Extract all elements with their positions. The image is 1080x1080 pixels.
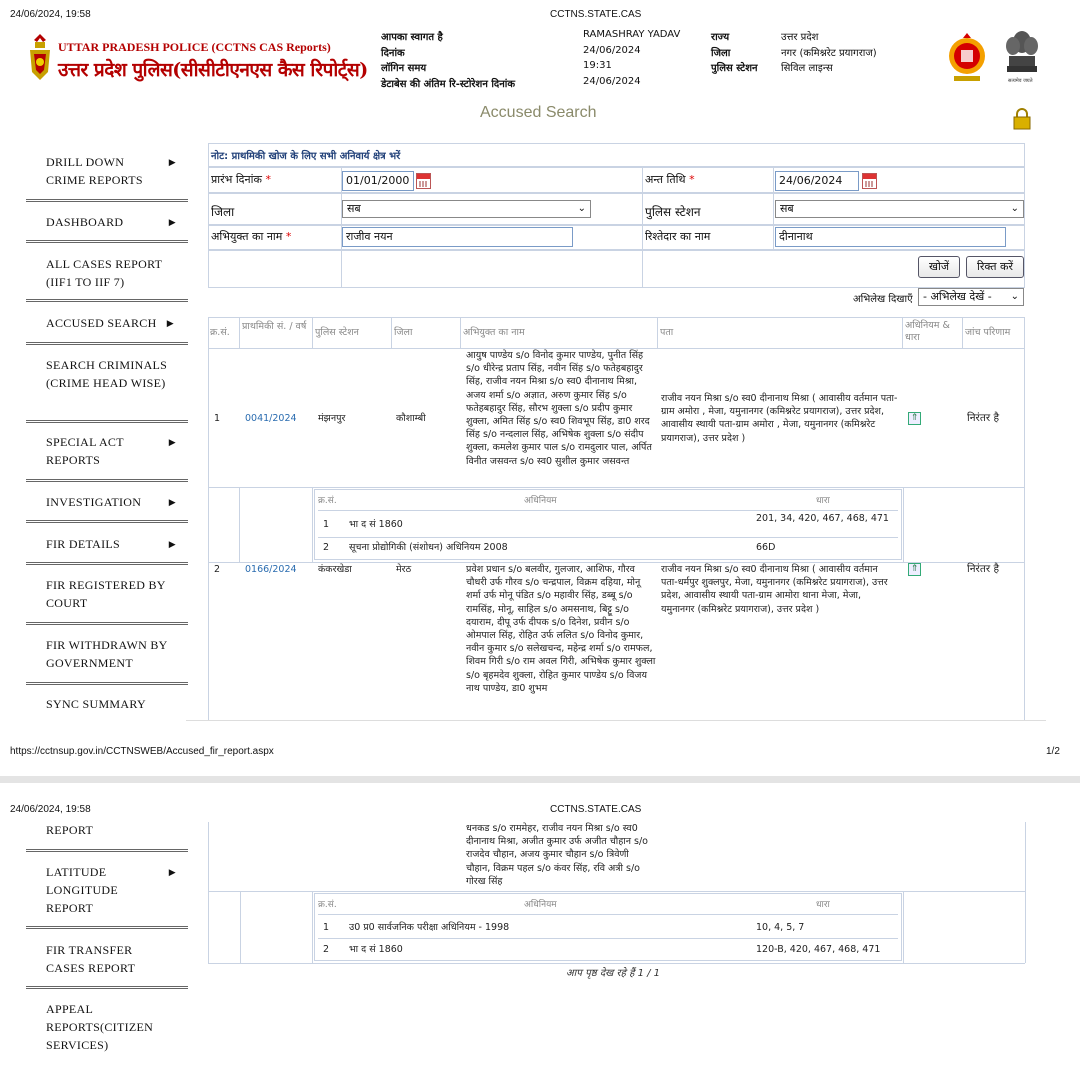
sidebar-item-label: FIR WITHDRAWN BY GOVERNMENT [46,638,168,670]
district-label: जिला [711,48,731,59]
page-break [0,776,1080,783]
sidebar-divider [26,420,188,423]
district-select[interactable]: सब ⌄ [342,200,591,218]
accused-name-label: अभियुक्त का नाम * [211,230,292,243]
welcome-value: RAMASHRAY YADAV [583,29,681,40]
col-header-fir: प्राथमिकी सं. / वर्ष [242,321,307,332]
sidebar-item-label: DRILL DOWN CRIME REPORTS [46,155,143,187]
print-datetime: 24/06/2024, 19:58 [10,9,91,20]
sidebar-item-appeal[interactable] [46,1000,166,1054]
sidebar-item-label: FIR TRANSFER CASES REPORT [46,943,136,975]
sidebar-item-search-criminals[interactable] [46,356,176,392]
col-header-address: पता [660,327,674,338]
sidebar-item-accused-search[interactable] [46,314,186,332]
clear-button[interactable]: रिक्त करें [966,256,1024,278]
row1-station: मंझनपुर [318,413,346,424]
page-title: Accused Search [480,104,597,121]
footer-url: https://cctnsup.gov.in/CCTNSWEB/Accused_fir_report.aspx [10,746,274,757]
row2-fir-link[interactable]: 0166/2024 [245,564,297,575]
sidebar-divider [26,299,188,302]
sidebar-item-special-act[interactable] [46,433,186,469]
sidebar-item-label: SPECIAL ACT REPORTS [46,435,124,467]
sidebar-item-report[interactable] [46,821,186,839]
table-rule [318,537,898,538]
sidebar-item-label: ACCUSED SEARCH [46,316,157,330]
row2-sno: 2 [214,564,221,575]
print-datetime: 24/06/2024, 19:58 [10,804,91,815]
chevron-right-icon: ▶ [168,539,176,549]
sub-header-section: धारा [816,496,830,506]
sidebar-item-fir-transfer[interactable] [46,941,156,977]
expand-acts-icon[interactable]: ⇑ [908,412,921,425]
footer-page: 1/2 [1046,746,1060,757]
welcome-label: आपका स्वागत है [381,32,443,43]
table-rule [460,317,461,348]
chevron-down-icon: ⌄ [577,203,586,214]
chevron-right-icon: ▶ [166,318,174,328]
table-rule [239,317,240,348]
row2-district: मेरठ [396,564,412,575]
district-filter-label: जिला [211,205,235,219]
sidebar-item-label: REPORT [46,823,94,837]
db-restore-label: डेटाबेस की अंतिम रि-स्टोरेशन दिनांक [381,79,516,90]
sidebar-divider [26,926,188,929]
row1-fir-link[interactable]: 0041/2024 [245,413,297,424]
act-name: भा द सं 1860 [349,519,403,530]
logo-english: UTTAR PRADESH POLICE (CCTNS CAS Reports) [58,40,331,54]
sub-header-act: अधिनियम [524,496,557,506]
sidebar-item-fir-withdrawn[interactable] [46,636,176,672]
sidebar-item-label: ALL CASES REPORT (IIF1 TO IIF 7) [46,257,163,289]
row2-station: कंकरखेडा [318,564,352,575]
col-header-district: जिला [394,327,413,338]
act-sno: 1 [323,922,330,933]
records-label: अभिलेख दिखाएँ [853,294,913,305]
sidebar-item-dashboard[interactable] [46,213,186,231]
logo-hindi: उत्तर प्रदेश पुलिस(सीसीटीएनएस कैस रिपोर्ट्स) [58,59,368,81]
table-rule [902,317,903,348]
chevron-right-icon: ▶ [168,437,176,447]
sidebar-divider [26,199,188,202]
sidebar-divider [26,240,188,243]
end-date-input[interactable]: 24/06/2024 [775,171,859,191]
sub-header-sno: क्र.सं. [318,496,337,506]
sub-header-sno: क्र.सं. [318,900,337,910]
sidebar-divider [26,520,188,523]
start-date-label: प्रारंभ दिनांक * [211,173,271,186]
sidebar-item-all-cases[interactable] [46,255,186,291]
col-header-acts: अधिनियम & धारा [905,320,950,343]
state-label: राज्य [711,32,730,43]
sidebar-item-label: LATITUDE LONGITUDE REPORT [46,865,119,915]
records-select[interactable]: - अभिलेख देखें - ⌄ [918,288,1024,306]
sidebar-item-label: INVESTIGATION [46,495,142,509]
sidebar-divider [26,849,188,852]
relative-name-input[interactable]: दीनानाथ [775,227,1006,247]
sidebar-divider [26,682,188,685]
sidebar-item-label: SYNC SUMMARY [46,697,146,711]
login-value: 19:31 [583,60,612,71]
lock-icon[interactable] [1012,108,1032,130]
state-value: उत्तर प्रदेश [781,32,819,43]
table-rule [903,891,904,963]
table-rule [312,891,313,963]
act-name: भा द सं 1860 [349,944,403,955]
sidebar-item-drill-down[interactable] [46,153,186,189]
table-rule [657,317,658,348]
chevron-right-icon: ▶ [168,157,176,167]
act-sections: 201, 34, 420, 467, 468, 471 [756,513,889,524]
sidebar-divider [26,479,188,482]
table-rule [239,487,240,562]
sidebar-item-label: SEARCH CRIMINALS (CRIME HEAD WISE) [46,358,168,390]
row2-accused-continued: धनकड s/o राममेहर, राजीव नयन मिश्रा s/o स्व0 दीनानाथ मिश्रा, अजीत कुमार उर्फ अजीत चौहान s/o राजदेव चौहान, अजय कुमार चौहान s/o त्रिवेणी चौहान, विक्रम पहल s/o कंवर सिंह, रवि अत्री s/o गोरख सिंह [466,823,648,887]
sidebar-item-label: FIR REGISTERED BY COURT [46,578,166,610]
page-cut [186,720,1046,721]
login-label: लॉगिन समय [381,63,427,74]
table-rule [318,510,898,511]
col-header-result: जांच परिणाम [965,327,1011,338]
print-title: CCTNS.STATE.CAS [550,9,642,20]
table-rule [208,963,1025,964]
start-date-input[interactable]: 01/01/2000 [342,171,414,191]
chevron-right-icon: ▶ [168,497,176,507]
form-cell [208,250,342,288]
db-restore-value: 24/06/2024 [583,76,641,87]
search-button[interactable]: खोजें [918,256,960,278]
sidebar-divider [26,622,188,625]
table-rule [903,487,904,562]
col-header-accused: अभियुक्त का नाम [463,327,525,338]
row2-address: राजीव नयन मिश्रा s/o स्व0 दीनानाथ मिश्रा ( आवासीय वर्तमान पता-धर्मपुर शुक्लपुर, मेजा, यमुनानगर (कमिश्नरेट प्रयागराज), उत्तर प्रदेश, आवासीय स्थायी पता-ग्राम आमोरा थाना मेजा, मेजा, यमुनानगर (कमिश्नरेट प्रयागराज), उत्तर प्रदेश ) [661,564,888,615]
table-rule [318,914,898,915]
sidebar-item-lat-long[interactable] [46,863,186,917]
district-value: नगर (कमिश्नरेट प्रयागराज) [781,48,877,59]
table-rule [318,938,898,939]
act-sno: 2 [323,944,330,955]
up-police-emblem-icon [946,32,988,84]
sidebar-item-fir-court[interactable] [46,576,166,612]
table-rule [240,891,241,963]
sidebar-divider [26,986,188,989]
act-sections: 120-B, 420, 467, 468, 471 [756,944,881,955]
up-police-badge-icon [26,32,54,82]
date-label: दिनांक [381,48,405,59]
form-cell [341,250,643,288]
calendar-icon[interactable] [862,173,877,189]
sidebar-divider [26,342,188,345]
relative-name-label: रिश्तेदार का नाम [645,230,711,243]
sidebar-item-label: FIR DETAILS [46,537,121,551]
station-select[interactable]: सब ⌄ [775,200,1024,218]
calendar-icon[interactable] [416,173,431,189]
date-value: 24/06/2024 [583,45,641,56]
sidebar-item-investigation[interactable] [46,493,186,511]
row1-district: कौशाम्बी [396,413,426,424]
sidebar-divider [26,562,188,565]
print-title: CCTNS.STATE.CAS [550,804,642,815]
ashoka-emblem-icon [1004,28,1040,86]
act-sno: 1 [323,519,330,530]
col-header-station: पुलिस स्टेशन [315,327,359,338]
police-station-label: पुलिस स्टेशन [711,63,758,74]
table-rule [391,317,392,348]
row1-sno: 1 [214,413,221,424]
sub-header-act: अधिनियम [524,900,557,910]
sub-header-section: धारा [816,900,830,910]
expand-acts-icon[interactable]: ⇑ [908,563,921,576]
table-rule [312,487,313,562]
act-sections: 10, 4, 5, 7 [756,922,805,933]
sidebar-item-label: APPEAL REPORTS(CITIZEN SERVICES) [46,1002,154,1052]
form-note: नोट: प्राथमिकी खोज के लिए सभी अनिवार्य क्षेत्र भरें [211,151,401,162]
sidebar-item-fir-details[interactable] [46,535,186,553]
col-header-sno: क्र.सं. [210,327,230,338]
act-name: उ0 प्र0 सार्वजनिक परीक्षा अधिनियम - 1998 [349,922,510,933]
row2-accused: प्रवेश प्रधान s/o बलवीर, गुलजार, आशिफ, गौरव चौधरी उर्फ गौरव s/o चन्द्रपाल, विक्रम दहिया, मोनू शर्मा उर्फ मोनू पंडित s/o महावीर सिंह, डब्बू s/o रामसिंह, मोनू, साहिल s/o अमसनाथ, बिट्टू s/o दयाराम, दीपू उर्फ दीपक s/o दिनेश, प्रवीन s/o ओमपाल सिंह, रोहित उर्फ ललित s/o विनोद कुमार, नवीन कुमार s/o सलेखचन्द, महेन्द्र शर्मा s/o रामफल, शिवम गिरी s/o राम अवल गिरी, अभिषेक कुमार शुक्ला s/o बृहमदेव शुक्ला, रोहित कुमार पाण्डेय s/o विजय नाथ पाण्डेय, डा0 शुभम [466,564,656,694]
sidebar-item-label: DASHBOARD [46,215,124,229]
chevron-right-icon: ▶ [168,867,176,877]
sidebar-item-sync-summary[interactable] [46,695,186,713]
accused-name-input[interactable]: राजीव नयन [342,227,573,247]
emblem-caption: सत्यमेव जयते [1008,78,1033,84]
page-info: आप पृष्ठ देख रहे हैं 1 / 1 [566,968,661,979]
table-rule [1025,822,1026,963]
end-date-label: अन्त तिथि * [645,173,695,186]
table-rule [208,822,209,963]
table-rule [312,317,313,348]
row2-result: निरंतर है [967,563,1000,575]
act-sno: 2 [323,542,330,553]
row1-result: निरंतर है [967,412,1000,424]
act-name: सूचना प्रोद्योगिकी (संशोधन) अधिनियम 2008 [349,542,508,553]
chevron-right-icon: ▶ [168,217,176,227]
row1-accused: आयुष पाण्डेय s/o विनोद कुमार पाण्डेय, पुनीत सिंह s/o धीरेन्द्र प्रताप सिंह, नवीन सिंह s/o फतेहबहादुर सिंह, राजीव नयन मिश्रा s/o स्व0 दीनानाथ मिश्रा, अजय शर्मा s/o अज्ञात, अरुण कुमार सिंह s/o फतेहबहादुर सिंह, सौरभ शुक्ला s/o प्रदीप कुमार शुक्ला, अमित सिंह s/o स्व0 शिवभूप सिंह, डा0 शरद सिंह s/o नन्दलाल सिंह, अभिषेक शुक्ला s/o संदीप शुक्ला, कमलेश कुमार पाल s/o रामदुलार पाल, अर्पित विनीत जसवन्त s/o स्व0 सुशील कुमार जसवन्त [466,350,652,467]
row1-address: राजीव नयन मिश्रा s/o स्व0 दीनानाथ मिश्रा ( आवासीय वर्तमान पता-ग्राम अमोरा , मेजा, यमुनानगर (कमिश्नरेट प्रयागराज), उत्तर प्रदेश, आवासीय स्थायी पता-ग्राम अमोरा , मेजा, यमुनानगर (कमिश्नरेट प्रयागराज), उत्तर प्रदेश ) [661,393,898,444]
police-station-value: सिविल लाइन्स [781,63,833,74]
act-sections: 66D [756,542,776,553]
chevron-down-icon: ⌄ [1010,203,1019,214]
chevron-down-icon: ⌄ [1010,291,1019,302]
station-filter-label: पुलिस स्टेशन [645,205,701,219]
